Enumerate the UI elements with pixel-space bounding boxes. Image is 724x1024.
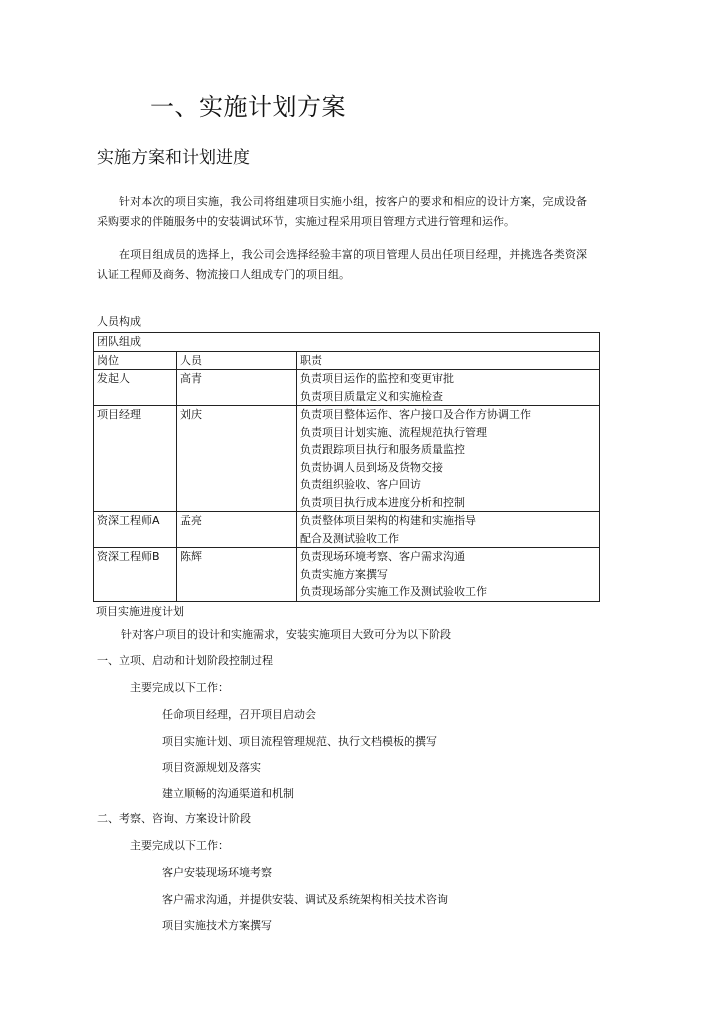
task-item: 客户安装现场环境考察: [162, 866, 272, 879]
duty-item: 配合及测试验收工作: [300, 531, 399, 545]
phase-intro: 主要完成以下工作：: [130, 839, 229, 852]
duty-item: 负责整体项目架构的构建和实施指导: [300, 514, 476, 527]
person-cell: 陈辉: [177, 548, 297, 602]
phase-heading: 一、立项、启动和计划阶段控制过程: [97, 654, 273, 667]
table-row: [94, 548, 600, 602]
duty-item: 负责现场环境考察、客户需求沟通: [300, 550, 465, 563]
duty-item: 负责项目整体运作、客户接口及合作方协调工作: [300, 408, 531, 421]
table-row: [94, 370, 600, 406]
position-cell: 发起人: [94, 370, 177, 406]
table-row: [94, 406, 600, 512]
task-item: 任命项目经理，召开项目启动会: [162, 708, 316, 721]
duties-cell: [297, 406, 600, 512]
duty-item: 负责组织验收、客户回访: [300, 478, 421, 491]
duty-item: 负责项目运作的监控和变更审批: [300, 372, 454, 385]
person-cell: 刘庆: [177, 406, 297, 512]
position-cell: 资深工程师A: [94, 512, 177, 548]
duty-item: 负责协调人员到场及货物交接: [300, 460, 443, 474]
task-item: 项目资源规划及落实: [162, 761, 261, 774]
page-title: 一、实施计划方案: [150, 93, 346, 121]
person-cell: 孟亮: [177, 512, 297, 548]
column-header-position: 岗位: [94, 351, 177, 370]
duty-item: 负责实施方案撰写: [300, 567, 388, 581]
column-header-duties: 职责: [297, 351, 600, 370]
phase-heading: 二、考察、咨询、方案设计阶段: [97, 812, 251, 825]
task-item: 项目实施技术方案撰写: [162, 919, 272, 932]
column-header-person: 人员: [177, 351, 297, 370]
duty-item: 负责项目计划实施、流程规范执行管理: [300, 425, 487, 439]
duty-item: 负责现场部分实施工作及测试验收工作: [300, 585, 487, 598]
table-group-header: 团队组成: [94, 333, 600, 352]
section-heading: 实施方案和计划进度: [97, 148, 250, 168]
position-cell: 资深工程师B: [94, 548, 177, 602]
intro-paragraph-2: 在项目组成员的选择上，我公司会选择经验丰富的项目管理人员出任项目经理，并挑选各类资深认证工程师及商务、物流接口人组成专门的项目组。: [97, 248, 587, 281]
person-cell: 高青: [177, 370, 297, 406]
table-group-row: [94, 333, 600, 352]
duties-cell: [297, 512, 600, 548]
intro-paragraph-1: 针对本次的项目实施，我公司将组建项目实施小组，按客户的要求和相应的设计方案，完成设备采购要求的伴随服务中的安装调试环节，实施过程采用项目管理方式进行管理和运作。: [97, 195, 587, 228]
task-item: 建立顺畅的沟通渠道和机制: [162, 787, 294, 800]
table-header-row: [94, 351, 600, 370]
team-table: [93, 332, 600, 602]
duties-cell: [297, 548, 600, 602]
duties-cell: [297, 370, 600, 406]
task-item: 项目实施计划、项目流程管理规范、执行文档模板的撰写: [162, 735, 437, 748]
task-item: 客户需求沟通，并提供安装、调试及系统架构相关技术咨询: [162, 893, 448, 906]
phase-intro: 主要完成以下工作：: [130, 681, 229, 694]
progress-description: 针对客户项目的设计和实施需求，安装实施项目大致可分为以下阶段: [121, 628, 451, 641]
duty-item: 负责项目质量定义和实施检查: [300, 389, 443, 403]
duty-item: 负责跟踪项目执行和服务质量监控: [300, 443, 465, 456]
position-cell: 项目经理: [94, 406, 177, 512]
table-caption: 人员构成: [97, 315, 141, 328]
table-row: [94, 512, 600, 548]
progress-heading: 项目实施进度计划: [96, 605, 184, 618]
duty-item: 负责项目执行成本进度分析和控制: [300, 495, 465, 509]
